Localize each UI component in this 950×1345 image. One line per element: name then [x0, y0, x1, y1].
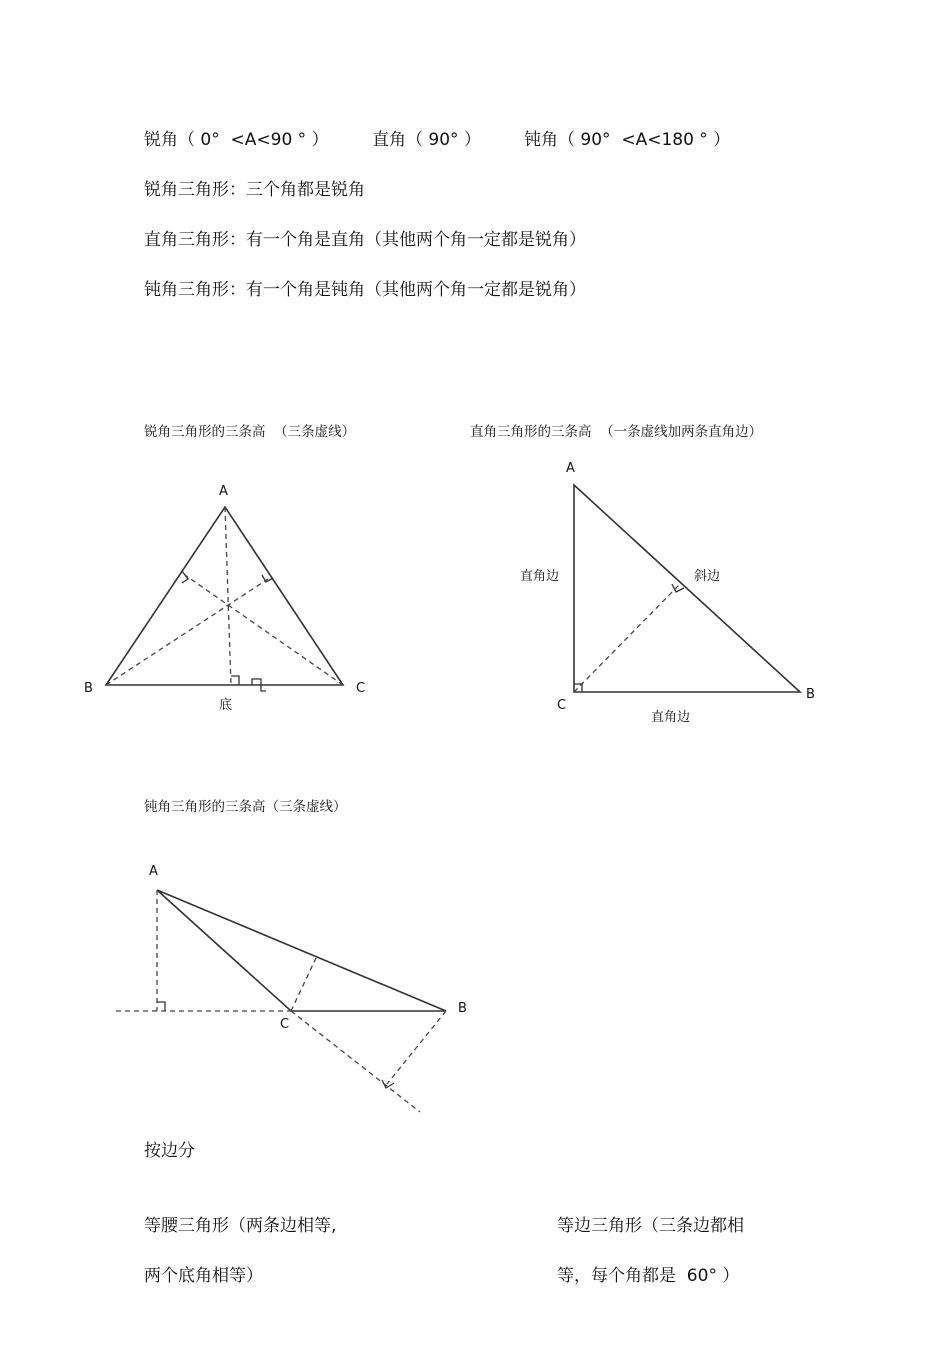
right-label-a: A — [566, 461, 575, 476]
acute-figure-caption: 锐角三角形的三条高 （三条虚线） — [144, 424, 356, 440]
obtuse-triangle-definition: 钝角三角形：有一个角是钝角（其他两个角一定都是锐角） — [144, 280, 586, 300]
right-label-b: B — [806, 687, 815, 702]
right-label-hypotenuse: 斜边 — [694, 569, 721, 584]
obtuse-right-angle-mark-a — [157, 1002, 165, 1011]
obtuse-triangle-figure — [116, 890, 446, 1112]
right-label-c: C — [557, 698, 567, 713]
obtuse-label-c: C — [280, 1017, 290, 1032]
acute-altitude-from-c — [185, 575, 343, 685]
obtuse-angle-definition: 钝角（ 90° <A<180 ° ） — [524, 130, 731, 150]
isosceles-definition-line1: 等腰三角形（两条边相等, — [144, 1216, 337, 1236]
acute-altitude-from-b — [106, 579, 268, 685]
obtuse-right-angle-mark-b — [382, 1080, 394, 1088]
equilateral-definition-line2: 等，每个角都是 60° ） — [557, 1266, 740, 1286]
obtuse-figure-caption: 钝角三角形的三条高（三条虚线） — [144, 799, 347, 815]
acute-right-angle-mark-base — [231, 676, 239, 685]
obtuse-label-b: B — [458, 1001, 467, 1016]
obtuse-altitude-from-b — [387, 1011, 446, 1084]
right-angle-definition: 直角（ 90° ） — [372, 130, 481, 150]
obtuse-extended-side — [291, 1011, 420, 1112]
right-triangle-figure — [574, 485, 800, 692]
equilateral-definition-line1: 等边三角形（三条边都相 — [557, 1216, 744, 1236]
obtuse-altitude-from-c — [291, 958, 316, 1011]
acute-triangle-outline — [106, 507, 343, 685]
acute-label-a: A — [219, 484, 228, 499]
right-label-horizontal-leg: 直角边 — [651, 710, 691, 725]
by-sides-heading: 按边分 — [144, 1141, 195, 1161]
acute-label-b: B — [84, 681, 93, 696]
acute-label-c: C — [356, 681, 366, 696]
right-angle-mark-hypotenuse — [672, 584, 684, 592]
acute-altitude-from-a — [225, 507, 231, 685]
right-triangle-definition: 直角三角形：有一个角是直角（其他两个角一定都是锐角） — [144, 230, 586, 250]
acute-right-angle-mark-left — [182, 571, 188, 583]
obtuse-triangle-outline — [157, 890, 446, 1011]
right-figure-caption: 直角三角形的三条高 （一条虚线加两条直角边） — [470, 424, 763, 440]
right-triangle-outline — [574, 485, 800, 692]
obtuse-label-a: A — [149, 864, 158, 879]
acute-label-base: 底 — [219, 698, 233, 713]
acute-triangle-definition: 锐角三角形：三个角都是锐角 — [144, 180, 365, 200]
acute-triangle-figure — [106, 507, 343, 691]
isosceles-definition-line2: 两个底角相等） — [144, 1266, 263, 1286]
right-altitude-to-hypotenuse — [574, 584, 680, 692]
acute-angle-definition: 锐角（ 0° <A<90 ° ） — [144, 130, 329, 150]
right-label-vertical-leg: 直角边 — [520, 569, 560, 584]
